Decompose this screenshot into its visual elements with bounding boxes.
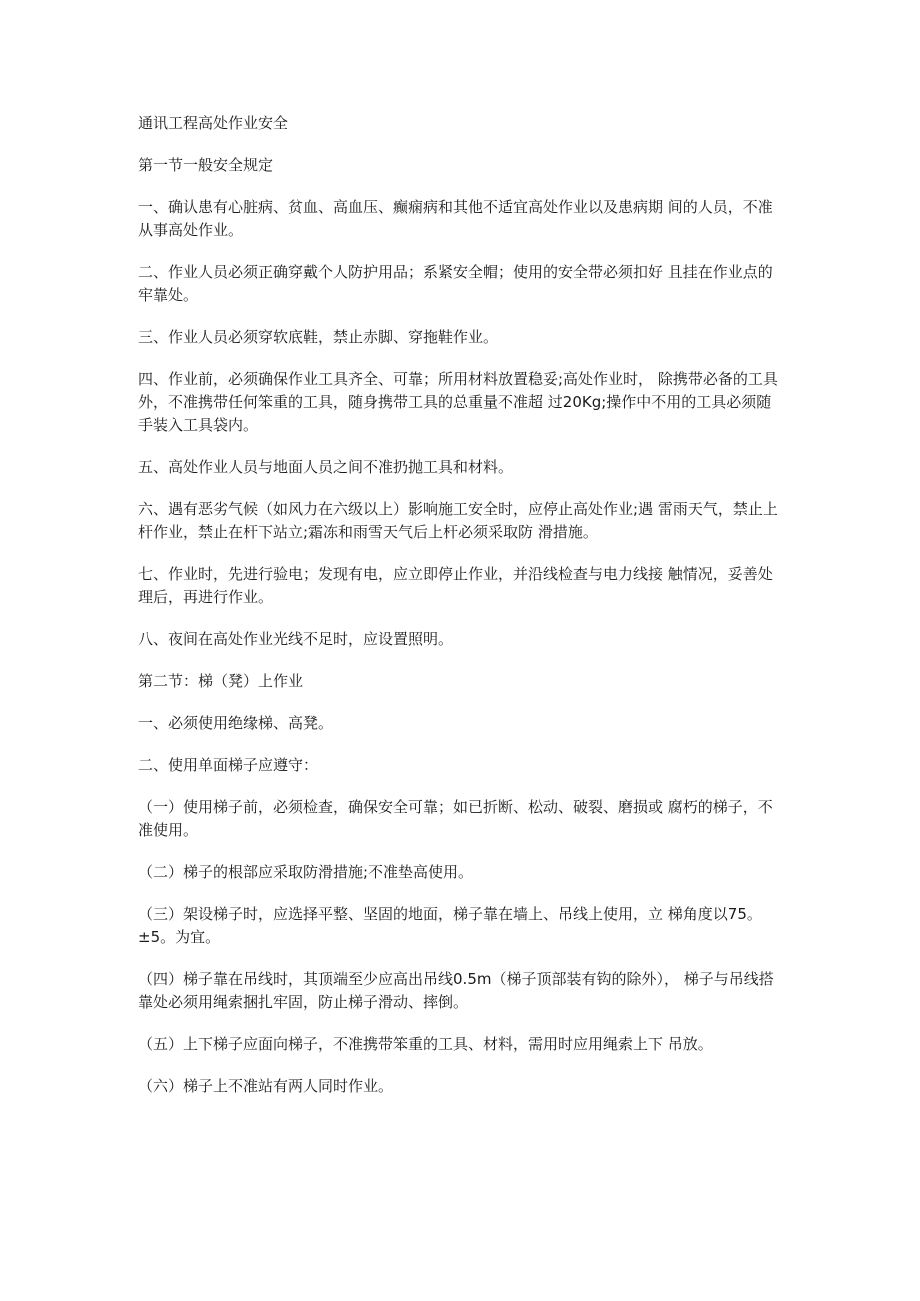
section-2-item: （二）梯子的根部应采取防滑措施;不准垫高使用。 (138, 863, 474, 881)
section-1-heading: 第一节一般安全规定 (138, 156, 274, 174)
section-1-item: 一、确认患有心脏病、贫血、高血压、癫痫病和其他不适宜高处作业以及患病期 间的人员，不准从事高处作业。 (138, 198, 773, 239)
document-body (138, 112, 786, 1117)
section-2-heading: 第二节：梯（凳）上作业 (138, 672, 304, 690)
section-1-item: 二、作业人员必须正确穿戴个人防护用品；系紧安全帽；使用的安全带必须扣好 且挂在作业点的牢靠处。 (138, 263, 773, 304)
section-1-item: 五、高处作业人员与地面人员之间不准扔抛工具和材料。 (138, 458, 514, 476)
document-title: 通讯工程高处作业安全 (138, 114, 289, 132)
section-1-item: 四、作业前，必须确保作业工具齐全、可靠；所用材料放置稳妥;高处作业时， 除携带必备的工具外，不准携带任何笨重的工具，随身携带工具的总重量不准超 过20Kg;操作中不用的工具必须随手装入工具袋内。 (138, 370, 778, 434)
section-2-item: （一）使用梯子前，必须检查，确保安全可靠；如已折断、松动、破裂、磨损或 腐朽的梯子，不准使用。 (138, 798, 773, 839)
section-1-item: 八、夜间在高处作业光线不足时，应设置照明。 (138, 630, 454, 648)
section-1-item: 三、作业人员必须穿软底鞋，禁止赤脚、穿拖鞋作业。 (138, 328, 499, 346)
section-2-item: （六）梯子上不准站有两人同时作业。 (138, 1077, 394, 1095)
section-1-item: 七、作业时，先进行验电；发现有电，应立即停止作业，并沿线检查与电力线接 触情况，妥善处理后，再进行作业。 (138, 565, 773, 606)
section-2-item: （四）梯子靠在吊线时，其顶端至少应高出吊线0.5m（梯子顶部装有钩的除外）， 梯子与吊线搭靠处必须用绳索捆扎牢固，防止梯子滑动、摔倒。 (138, 970, 774, 1011)
section-2-item: 一、必须使用绝缘梯、高凳。 (138, 714, 334, 732)
section-1-item: 六、遇有恶劣气候（如风力在六级以上）影响施工安全时，应停止高处作业;遇 雷雨天气，禁止上杆作业，禁止在杆下站立;霜冻和雨雪天气后上杆必须采取防 滑措施。 (138, 500, 778, 541)
section-2-item: （三）架设梯子时，应选择平整、坚固的地面，梯子靠在墙上、吊线上使用，立 梯角度以75。±5。为宜。 (138, 905, 762, 946)
section-2-item: 二、使用单面梯子应遵守： (138, 756, 319, 774)
section-2-item: （五）上下梯子应面向梯子，不准携带笨重的工具、材料，需用时应用绳索上下 吊放。 (138, 1035, 713, 1053)
